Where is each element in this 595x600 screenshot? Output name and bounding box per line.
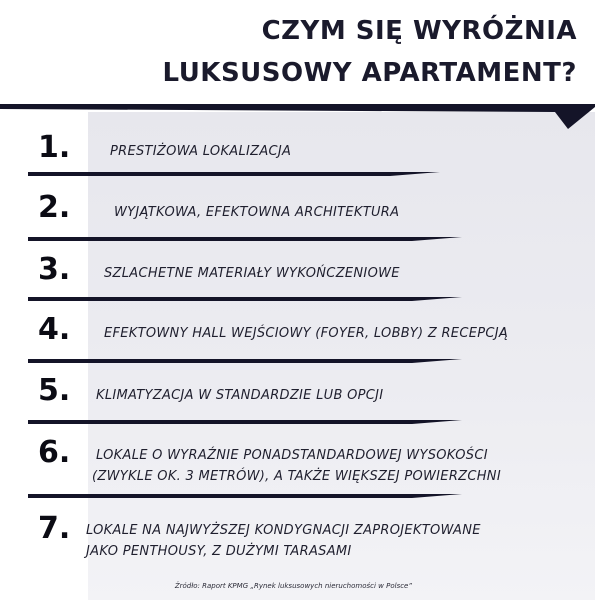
item-number: 1. [38, 130, 71, 165]
item-label: JAKO PENTHOUSY, Z DUŻYMI TARASAMI [86, 544, 352, 559]
item-label: PRESTIŻOWA LOKALIZACJA [110, 144, 292, 159]
source-note: Źródło: Raport KPMG „Rynek luksusowych nieruchomości w Polsce” [174, 582, 412, 590]
item-number: 6. [38, 435, 71, 470]
item-label: KLIMATYZACJA W STANDARDZIE LUB OPCJI [96, 388, 384, 403]
item-label: EFEKTOWNY HALL WEJŚCIOWY (FOYER, LOBBY) Z RECEPCJĄ [104, 326, 509, 341]
item-label: SZLACHETNE MATERIAŁY WYKOŃCZENIOWE [104, 266, 400, 281]
item-number: 3. [38, 252, 71, 287]
item-number: 5. [38, 373, 71, 408]
item-label: LOKALE NA NAJWYŻSZEJ KONDYGNACJI ZAPROJEKTOWANE [86, 523, 481, 538]
title-line-1: CZYM SIĘ WYRÓŻNIA [261, 16, 577, 46]
title-line-2: LUKSUSOWY APARTAMENT? [162, 58, 577, 88]
item-label: WYJĄTKOWA, EFEKTOWNA ARCHITEKTURA [114, 205, 400, 220]
item-number: 7. [38, 511, 71, 546]
item-number: 4. [38, 312, 71, 347]
item-label: LOKALE O WYRAŹNIE PONADSTANDARDOWEJ WYSOKOŚCI [96, 448, 488, 463]
item-number: 2. [38, 190, 71, 225]
item-label: (ZWYKLE OK. 3 METRÓW), A TAKŻE WIĘKSZEJ POWIERZCHNI [92, 469, 501, 484]
